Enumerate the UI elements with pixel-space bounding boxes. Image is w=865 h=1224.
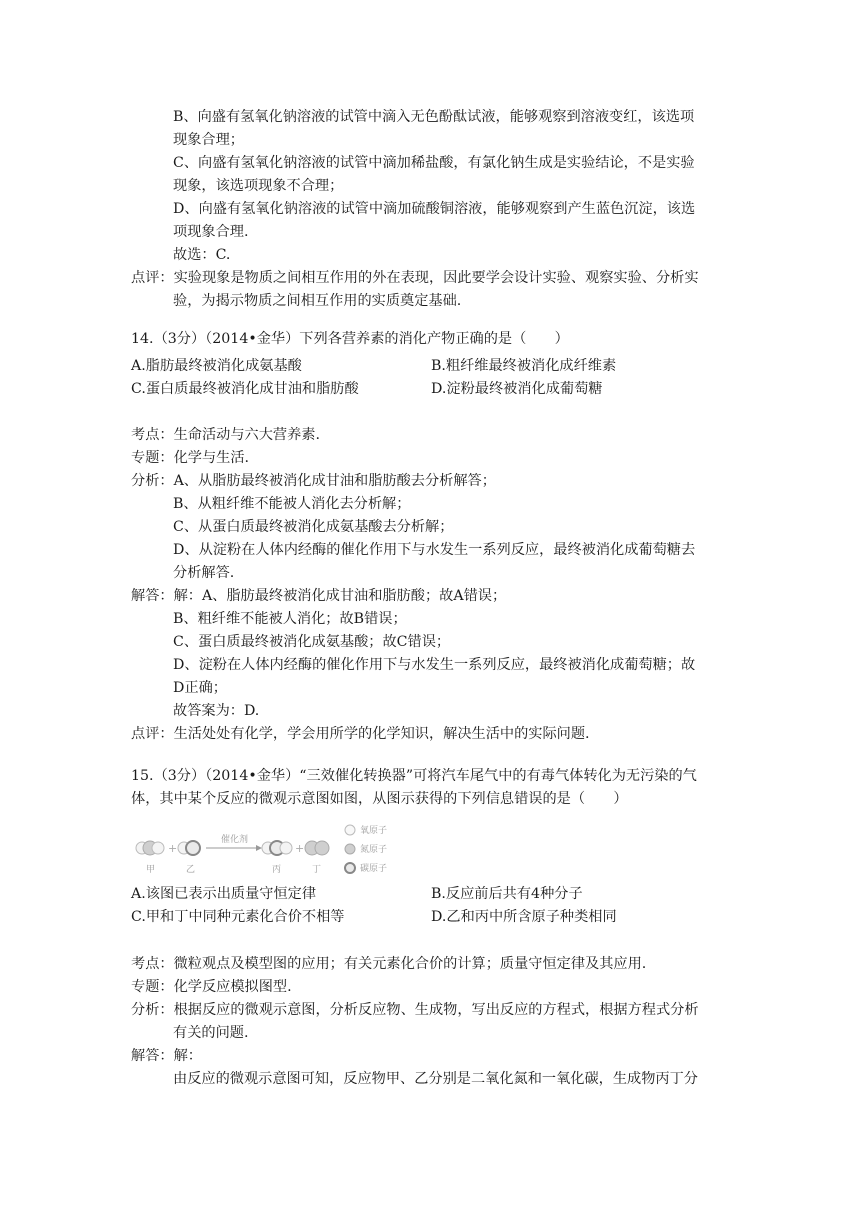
q15-option-c: C.甲和丁中同种元素化合价不相等 (131, 909, 345, 925)
prev-comment-line1: 点评：实验现象是物质之间相互作用的外在表现，因此要学会设计实验、观察实验、分析实 (131, 270, 699, 286)
q14-jieda-line5: D正确； (173, 680, 227, 696)
prev-d-line1: D、向盛有氢氧化钠溶液的试管中滴加硫酸铜溶液，能够观察到产生蓝色沉淀，该选 (173, 201, 696, 217)
q14-stem: 14.（3分）（2014•金华）下列各营养素的消化产物正确的是（ ） (131, 331, 569, 347)
plus-sign-1: + (168, 842, 178, 855)
molecule-jia (136, 841, 164, 855)
q14-jieda-line4: D、淀粉在人体内经酶的催化作用下与水发生一系列反应，最终被消化成葡萄糖；故 (173, 657, 696, 673)
q15-fenxi-line2: 有关的问题. (173, 1025, 249, 1041)
prev-d-line2: 项现象合理. (173, 224, 249, 240)
prev-comment-line2: 验，为揭示物质之间相互作用的实质奠定基础. (173, 293, 462, 309)
q14-jieda-line2: B、粗纤维不能被人消化；故B错误； (173, 611, 407, 627)
q14-option-b: B.粗纤维最终被消化成纤维素 (431, 358, 617, 374)
reaction-diagram (128, 818, 418, 878)
prev-choice: 故选：C. (173, 247, 231, 263)
q14-fenxi-line1: 分析：A、从脂肪最终被消化成甘油和脂肪酸去分析解答； (131, 473, 496, 489)
q15-fenxi-line1: 分析：根据反应的微观示意图，分析反应物、生成物，写出反应的方程式，根据方程式分析 (131, 1002, 699, 1018)
q14-option-c: C.蛋白质最终被消化成甘油和脂肪酸 (131, 381, 359, 397)
q15-kaodian: 考点：微粒观点及模型图的应用；有关元素化合价的计算；质量守恒定律及其应用. (131, 956, 647, 972)
q14-jieda-line6: 故答案为：D. (173, 703, 260, 719)
q14-fenxi-line2: B、从粗纤维不能被人消化去分析解； (173, 496, 411, 512)
q15-stem-line1: 15.（3分）（2014•金华）“三效催化转换器”可将汽车尾气中的有毒气体转化为无污染的气 (131, 768, 697, 784)
q15-option-d: D.乙和丙中所含原子种类相同 (431, 909, 617, 925)
q15-jieda-line1: 解答：解： (131, 1048, 202, 1064)
q14-option-a: A.脂肪最终被消化成氨基酸 (131, 358, 302, 374)
q15-stem-line2: 体，其中某个反应的微观示意图如图，从图示获得的下列信息错误的是（ ） (131, 791, 628, 807)
molecule-ding (305, 841, 329, 855)
q14-fenxi-line5: 分析解答. (173, 565, 235, 581)
q15-zhuanti: 专题：化学反应模拟图型. (131, 979, 292, 995)
prev-c-line1: C、向盛有氢氧化钠溶液的试管中滴加稀盐酸，有氯化钠生成是实验结论，不是实验 (173, 155, 695, 171)
legend-oxygen: 氧原子 (360, 826, 388, 836)
q14-zhuanti: 专题：化学与生活. (131, 450, 250, 466)
prev-c-line2: 现象，该选项现象不合理； (173, 178, 344, 194)
label-ding: 丁 (312, 865, 322, 875)
q14-jieda-line3: C、蛋白质最终被消化成氨基酸；故C错误； (173, 634, 451, 650)
q15-jieda-line2: 由反应的微观示意图可知，反应物甲、乙分别是二氧化氮和一氧化碳，生成物丙丁分 (173, 1071, 698, 1087)
label-jia: 甲 (146, 865, 156, 875)
q14-fenxi-line3: C、从蛋白质最终被消化成氨基酸去分析解； (173, 519, 454, 535)
label-yi: 乙 (186, 865, 196, 875)
q15-option-b: B.反应前后共有4种分子 (431, 886, 583, 902)
q14-jieda-line1: 解答：解：A、脂肪最终被消化成甘油和脂肪酸；故A错误； (131, 588, 507, 604)
q14-dianping: 点评：生活处处有化学，学会用所学的化学知识，解决生活中的实际问题. (131, 726, 590, 742)
prev-b-line2: 现象合理； (173, 132, 244, 148)
legend-nitrogen: 氮原子 (360, 845, 388, 855)
legend (345, 824, 387, 874)
plus-sign-2: + (295, 842, 305, 855)
q14-kaodian: 考点：生命活动与六大营养素. (131, 427, 320, 443)
arrow-catalyst-label: 催化剂 (221, 835, 249, 845)
q14-option-d: D.淀粉最终被消化成葡萄糖 (431, 381, 603, 397)
q14-fenxi-line4: D、从淀粉在人体内经酶的催化作用下与水发生一系列反应，最终被消化成葡萄糖去 (173, 542, 696, 558)
molecule-yi (178, 841, 200, 855)
label-bing: 丙 (272, 865, 282, 875)
q15-option-a: A.该图已表示出质量守恒定律 (131, 886, 317, 902)
molecule-bing (262, 841, 292, 855)
legend-carbon: 碳原子 (360, 864, 388, 874)
prev-b-line1: B、向盛有氢氧化钠溶液的试管中滴入无色酚酞试液，能够观察到溶液变红，该选项 (173, 109, 695, 125)
